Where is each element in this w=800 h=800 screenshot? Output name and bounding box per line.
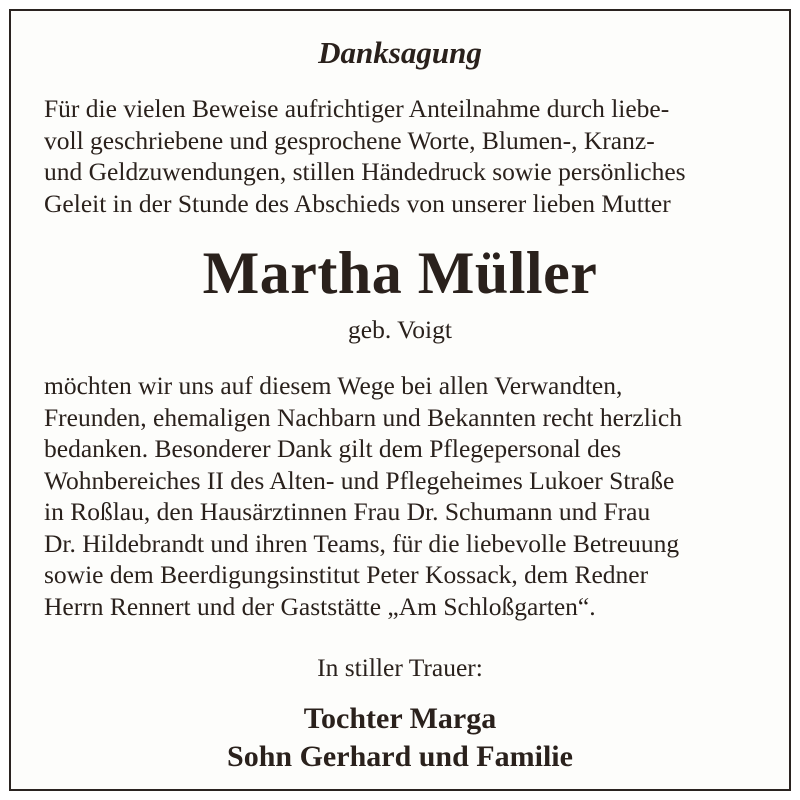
intro-line: und Geldzuwendungen, stillen Händedruck sowie persönliches	[44, 157, 686, 186]
notice-title: Danksagung	[318, 35, 482, 70]
intro-line: Für die vielen Beweise aufrichtiger Anteilnahme durch liebe-	[44, 94, 670, 123]
thanks-line: Wohnbereiches II des Alten- und Pflegeheimes Lukoer Straße	[44, 465, 675, 495]
thanks-line: sowie dem Beerdigungsinstitut Peter Kossack, dem Redner	[44, 560, 649, 589]
birth-name: geb. Voigt	[348, 315, 452, 344]
intro-line: Geleit in der Stunde des Abschieds von unserer lieben Mutter	[44, 188, 671, 218]
thanks-line: in Roßlau, den Hausärztinnen Frau Dr. Schumann und Frau	[44, 497, 651, 526]
thanks-line: möchten wir uns auf diesem Wege bei allen Verwandten,	[44, 371, 623, 400]
signer-daughter: Tochter Marga	[303, 702, 497, 735]
mourning-label: In stiller Trauer:	[317, 653, 483, 682]
thanks-line: bedanken. Besonderer Dank gilt dem Pflegepersonal des	[44, 434, 622, 463]
intro-paragraph	[44, 93, 758, 219]
signer-son-family: Sohn Gerhard und Familie	[227, 740, 573, 773]
thanks-line: Freunden, ehemaligen Nachbarn und Bekannten recht herzlich	[44, 402, 682, 432]
thanks-line: Herrn Rennert und der Gaststätte „Am Schloßgarten“.	[44, 591, 596, 621]
notice-frame	[9, 9, 791, 791]
thanks-paragraph	[44, 370, 758, 622]
intro-line: voll geschriebene und gesprochene Worte, Blumen-, Kranz-	[44, 125, 655, 155]
thanks-line: Dr. Hildebrandt und ihren Teams, für die liebevolle Betreuung	[44, 528, 680, 558]
deceased-name: Martha Müller	[202, 240, 598, 306]
